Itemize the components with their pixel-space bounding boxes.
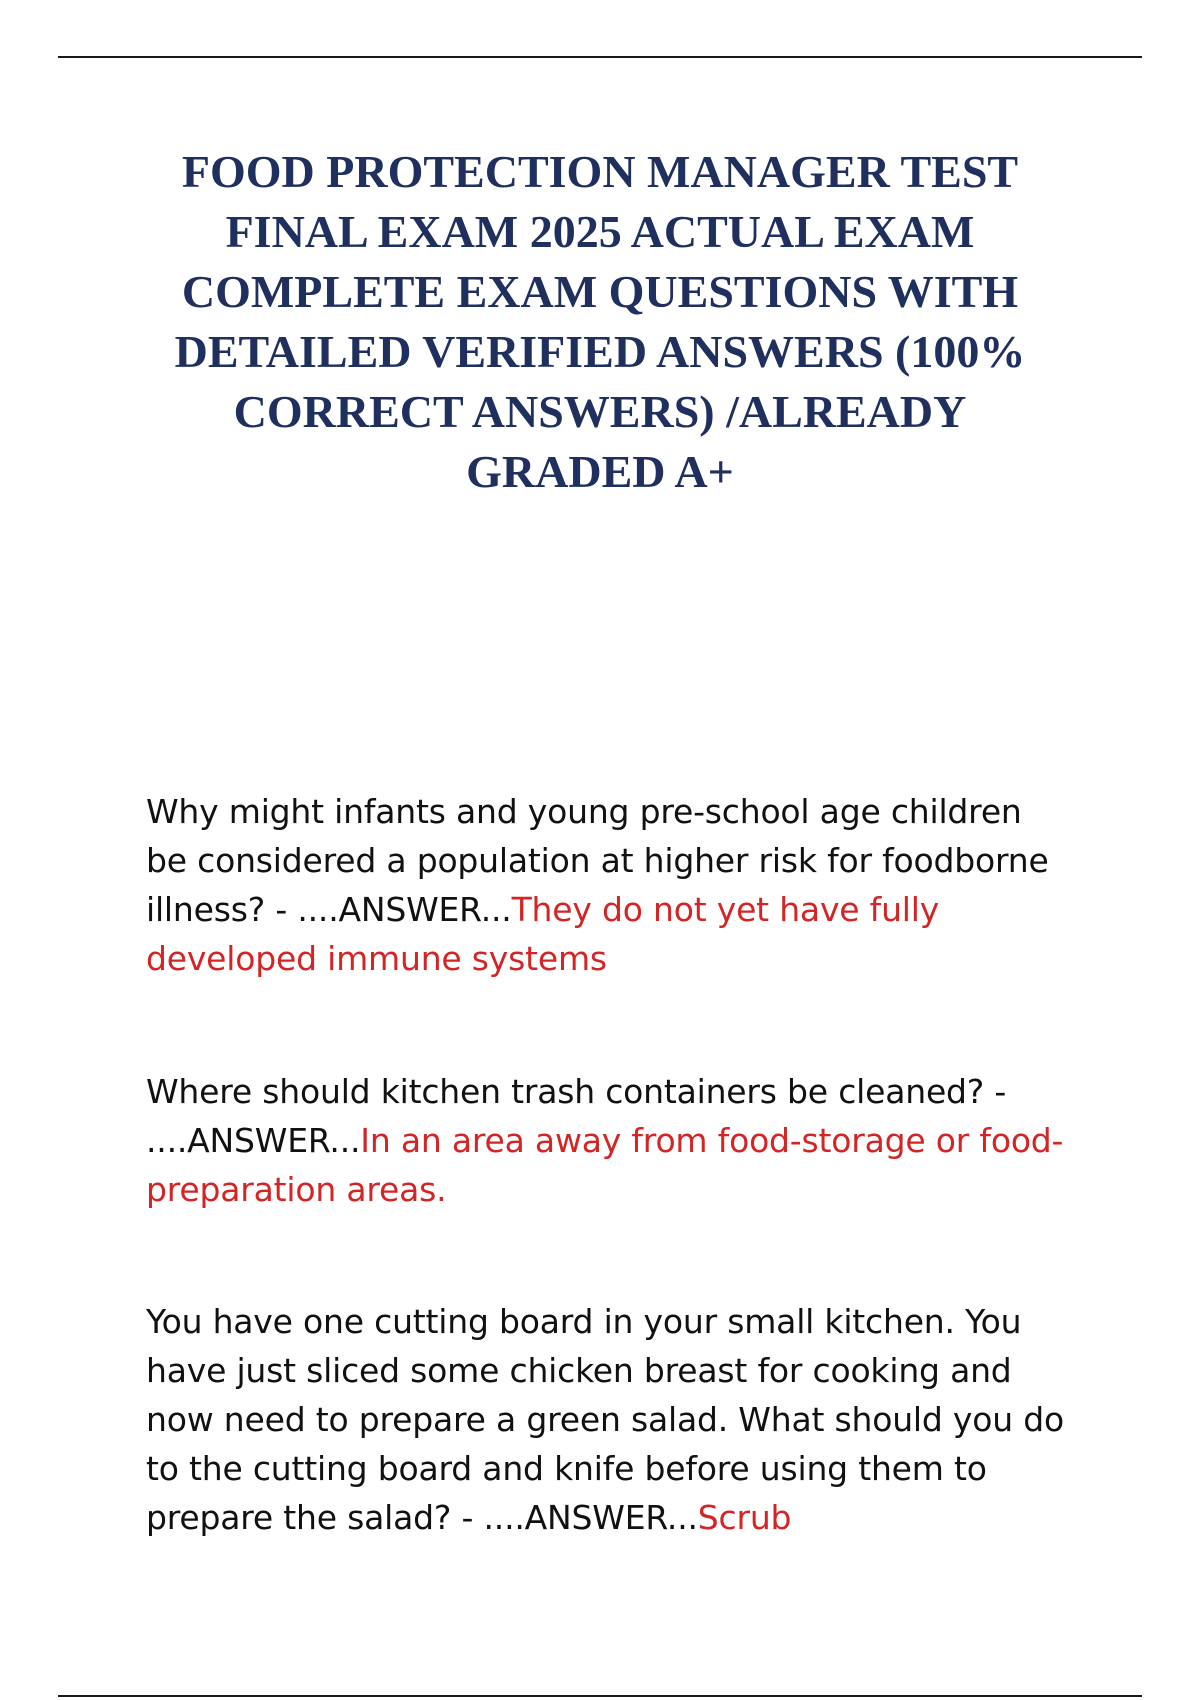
answer-text: They do not yet have fully developed immune systems (146, 890, 940, 978)
answer-text: Scrub (697, 1498, 792, 1537)
question-text: Where should kitchen trash containers be cleaned? (146, 1072, 985, 1111)
question-text: You have one cutting board in your small kitchen. You have just sliced some chicken breast for cooking and now need to prepare a green salad. What should you do to the cutting board and knife before using them to prepare the salad? (146, 1302, 1064, 1537)
answer-text: In an area away from food-storage or food-preparation areas. (146, 1121, 1064, 1209)
qa-item (146, 1297, 1066, 1542)
qa-item (146, 787, 1066, 983)
question-text: Why might infants and young pre-school age children be considered a population at higher risk for foodborne illness? (146, 792, 1049, 929)
answer-marker: - ....ANSWER... (265, 890, 512, 929)
answer-marker: - ....ANSWER... (146, 1072, 1007, 1160)
qa-item (146, 1067, 1066, 1214)
answer-marker: - ....ANSWER... (451, 1498, 698, 1537)
top-divider (58, 56, 1142, 58)
bottom-divider (58, 1695, 1142, 1697)
document-title: FOOD PROTECTION MANAGER TEST FINAL EXAM 2025 ACTUAL EXAM COMPLETE EXAM QUESTIONS WITH DETAILED VERIFIED ANSWERS (100% CORRECT ANSWERS) /ALREADY GRADED A+ (174, 146, 1026, 497)
